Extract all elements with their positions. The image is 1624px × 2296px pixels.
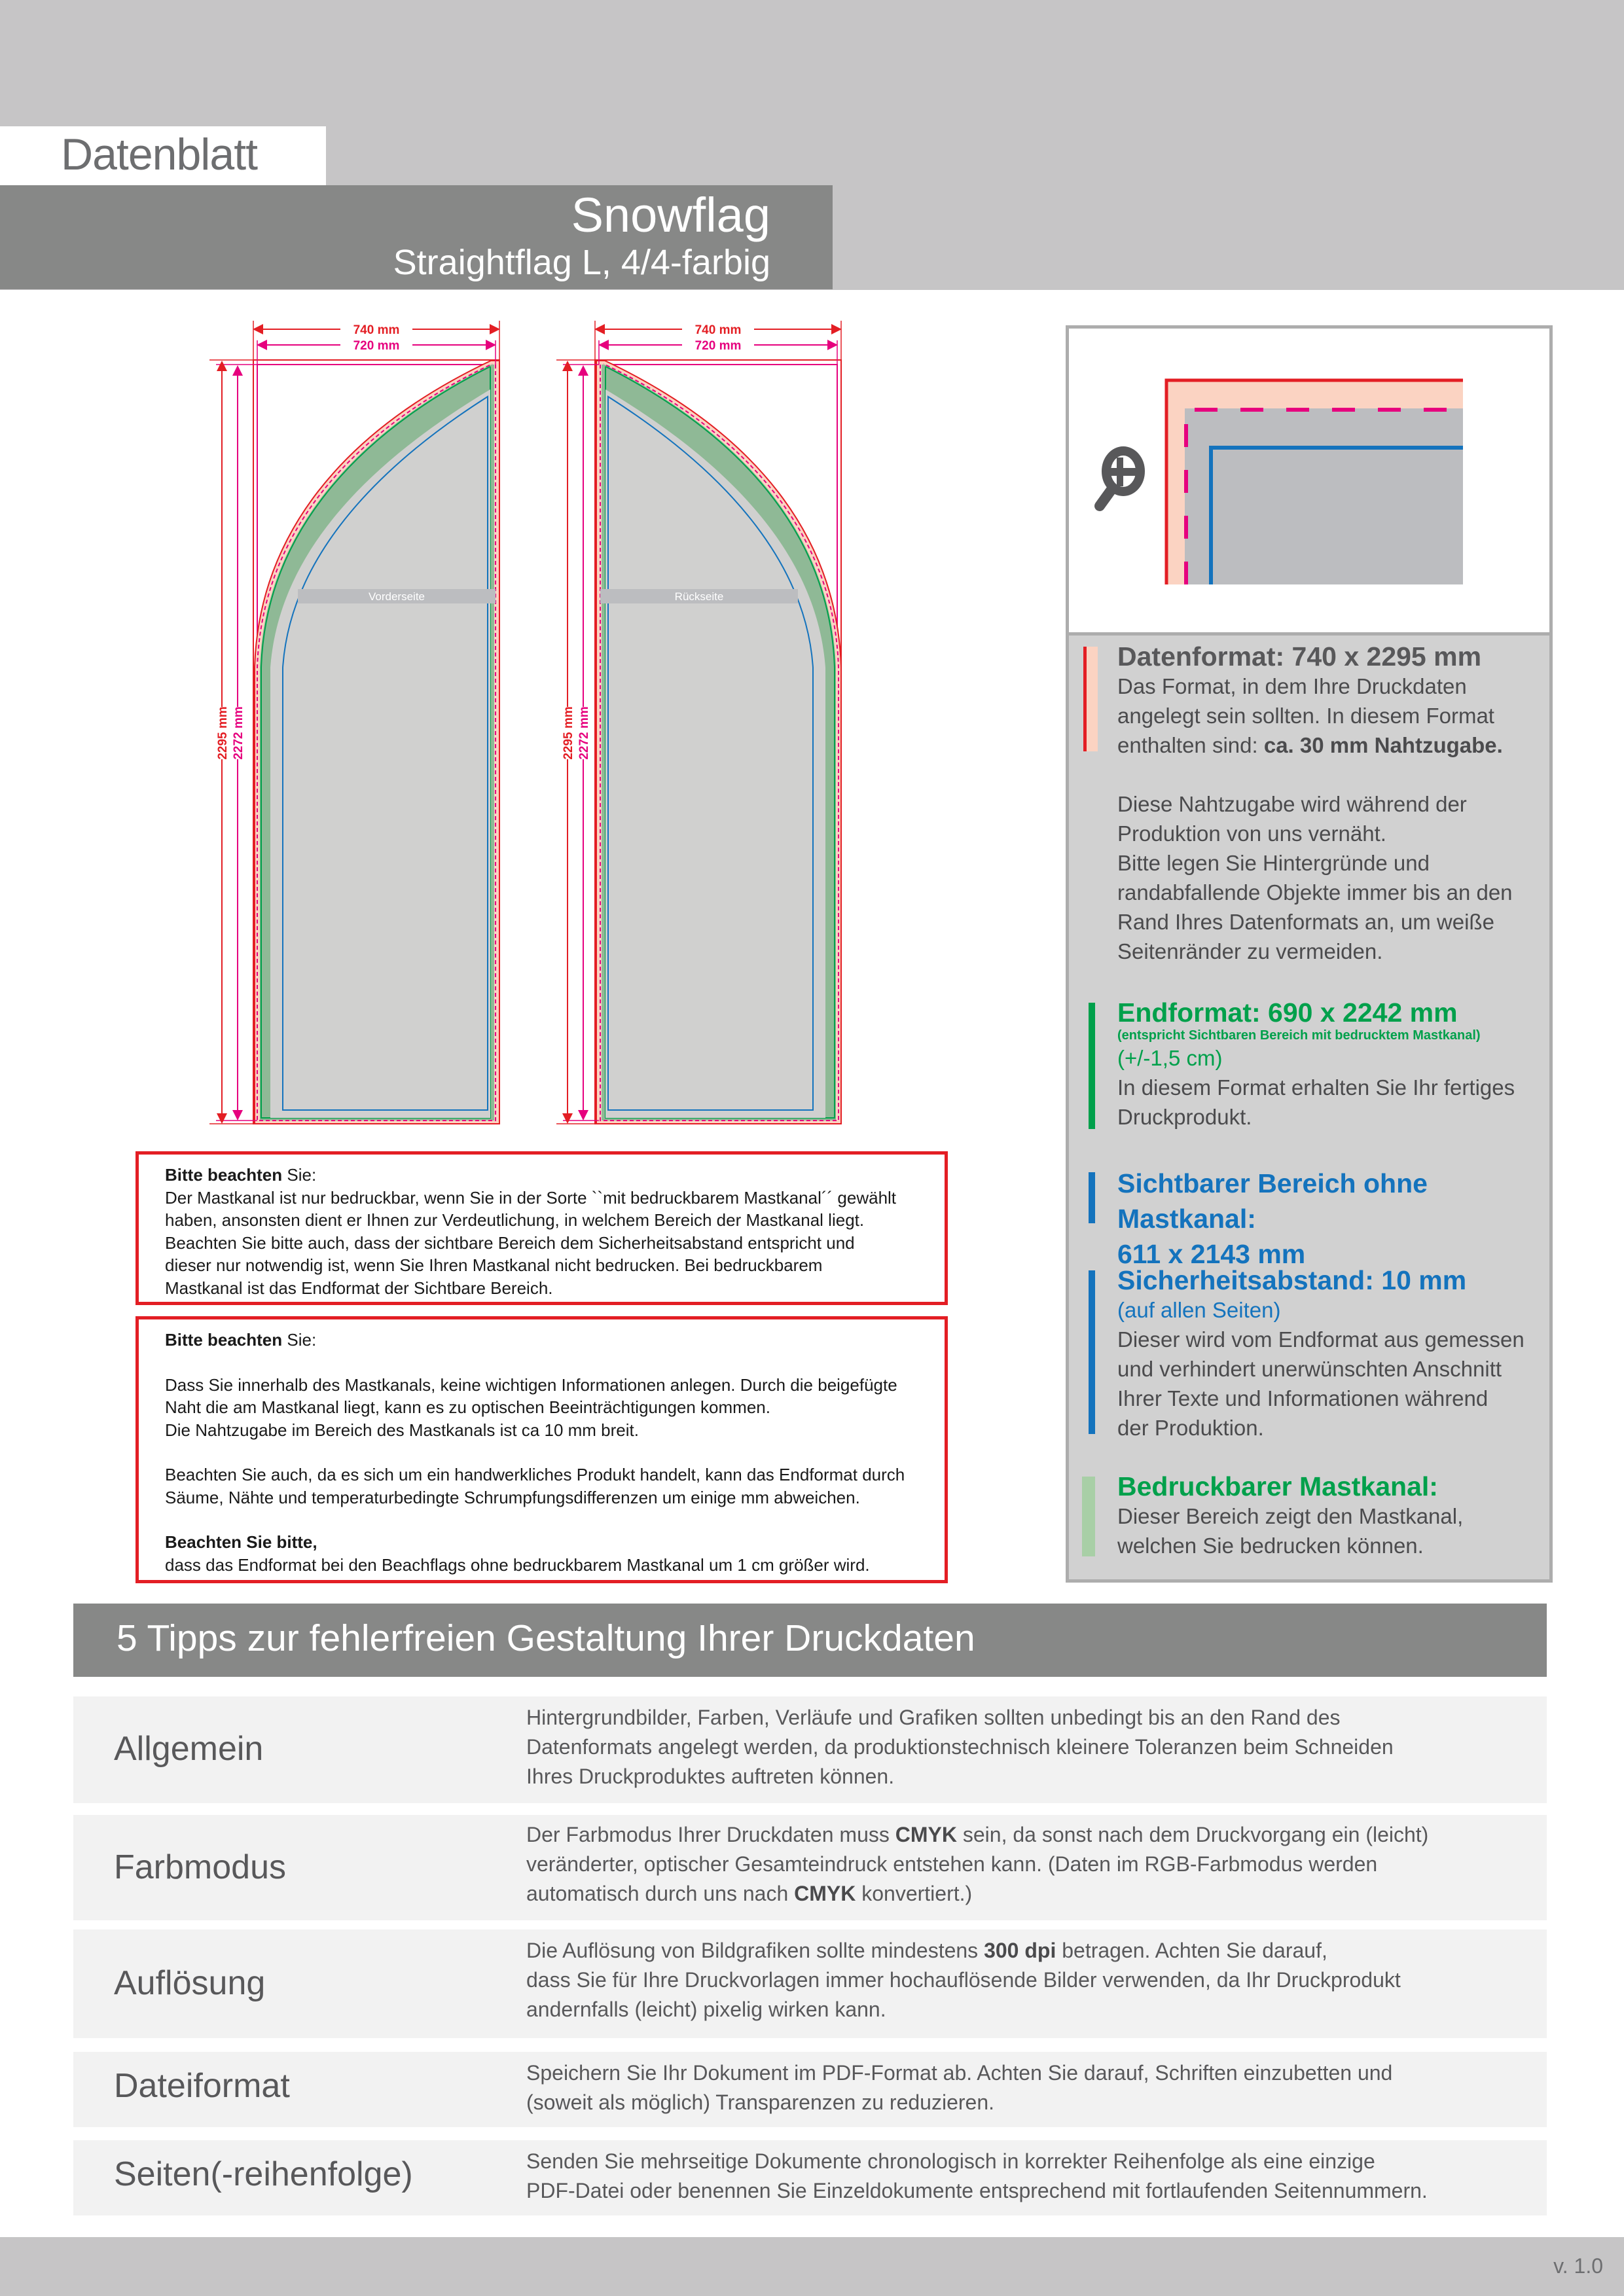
note-line: Beachten Sie bitte auch, dass der sichtbare Bereich dem Sicherheitsabstand entspricht und [165, 1232, 855, 1253]
zoom-illustration [1069, 329, 1549, 632]
legend-line: der Produktion. [1117, 1416, 1264, 1440]
front-flag [253, 360, 499, 1124]
tip-text-bold: 300 dpi [984, 1939, 1056, 1962]
legend-note: (entspricht Sichtbaren Bereich mit bedrucktem Mastkanal) [1117, 1028, 1481, 1043]
height-outer-label: 2295 mm [216, 706, 230, 760]
note-line: haben, ansonsten dient er Ihnen zur Verdeutlichung, in welchem Bereich der Mastkanal liegt. [165, 1210, 865, 1230]
note-line: dieser nur notwendig ist, wenn Sie Ihren Mastkanal nicht bedrucken. Bei bedruckbarem [165, 1255, 823, 1275]
legend-line: Diese Nahtzugabe wird während der [1117, 792, 1467, 816]
legend-printable-mast-channel [1117, 1471, 1543, 1560]
note-box-mast-channel [135, 1151, 948, 1305]
flag-template-drawings [0, 0, 982, 1152]
tip-row [73, 2140, 1547, 2215]
tip-text [526, 2147, 1534, 2206]
note-heading [165, 1329, 918, 1352]
tip-row [73, 1815, 1547, 1920]
legend-safety-margin [1117, 1265, 1543, 1443]
legend-line: Produktion von uns vernäht. [1117, 821, 1386, 846]
tip-row [73, 1696, 1547, 1803]
tip-line: dass Sie für Ihre Druckvorlagen immer hochauflösende Bilder verwenden, da Ihr Druckprodukt [526, 1968, 1401, 1992]
tip-line: Ihres Druckproduktes auftreten können. [526, 1765, 895, 1788]
legend-title: Endformat: 690 x 2242 mm [1117, 997, 1458, 1028]
back-label: Rückseite [674, 590, 724, 603]
note-line: Naht die am Mastkanal liegt, kann es zu optischen Beeinträchtigungen kommen. [165, 1397, 770, 1417]
legend-line: Rand Ihres Datenformats an, um weiße [1117, 910, 1494, 934]
legend-subtitle: (+/-1,5 cm) [1117, 1046, 1223, 1070]
product-variant: Straightflag L, 4/4-farbig [393, 243, 770, 282]
width-inner-label: 720 mm [353, 339, 400, 353]
tip-line: veränderter, optischer Gesamteindruck entstehen kann. (Daten im RGB-Farbmodus werden [526, 1852, 1378, 1876]
tip-text-plain: automatisch durch uns nach [526, 1882, 795, 1905]
legend-title: Sichtbarer Bereich ohne Mastkanal: [1117, 1168, 1428, 1234]
note-heading-bold: Bitte beachten [165, 1165, 283, 1185]
tip-text-plain: betragen. Achten Sie darauf, [1056, 1939, 1327, 1962]
visible-area [605, 389, 825, 1118]
tip-text [526, 1820, 1534, 1909]
width-outer-label: 740 mm [695, 323, 742, 337]
tip-name: Allgemein [114, 1730, 264, 1768]
note-line: Dass Sie innerhalb des Mastkanals, keine wichtigen Informationen anlegen. Durch die beigefügte [165, 1374, 897, 1395]
note-line: Die Nahtzugabe im Bereich des Mastkanals ist ca 10 mm breit. [165, 1420, 639, 1440]
legend-end-format [1117, 997, 1543, 1132]
tip-line: andernfalls (leicht) pixelig wirken kann. [526, 1998, 886, 2021]
tip-text-plain: Die Auflösung von Bildgrafiken sollte mindestens [526, 1939, 984, 1962]
legend-line: Seitenränder zu vermeiden. [1117, 939, 1383, 963]
tip-row [73, 1929, 1547, 2038]
note-heading-rest: Sie: [282, 1165, 317, 1185]
legend-line: Ihrer Texte und Informationen während [1117, 1386, 1489, 1410]
note-line: Mastkanal ist das Endformat der Sichtbare Bereich. [165, 1278, 553, 1298]
tip-text-plain: Der Farbmodus Ihrer Druckdaten muss [526, 1823, 895, 1846]
tip-name: Seiten(-reihenfolge) [114, 2155, 413, 2193]
legend-visible-area [1117, 1166, 1543, 1272]
note-heading-bold: Bitte beachten [165, 1330, 283, 1350]
tips-heading-bar [73, 1604, 1547, 1677]
note-line: Beachten Sie auch, da es sich um ein handwerkliches Produkt handelt, kann das Endformat durch [165, 1465, 905, 1484]
peach-bar-segment [1087, 647, 1098, 751]
tip-text [526, 1703, 1534, 1791]
note-heading-rest: Sie: [282, 1330, 317, 1350]
tip-line: Datenformats angelegt werden, da produktionstechnisch kleinere Toleranzen beim Schneiden [526, 1735, 1394, 1759]
safety-margin-color-bar [1089, 1270, 1095, 1434]
legend-line: Das Format, in dem Ihre Druckdaten [1117, 674, 1467, 698]
tip-text [526, 1936, 1534, 2024]
legend-data-format [1117, 641, 1543, 966]
note-line: dass das Endformat bei den Beachflags ohne bedruckbarem Mastkanal um 1 cm größer wird. [165, 1554, 870, 1575]
note-bold-text: Beachten Sie bitte, [165, 1532, 317, 1552]
legend-line: randabfallende Objekte immer bis an den [1117, 880, 1513, 905]
tip-line [526, 1820, 1534, 1850]
tip-line: Hintergrundbilder, Farben, Verläufe und Grafiken sollten unbedingt bis an den Rand des [526, 1706, 1341, 1729]
version-label: v. 1.0 [1553, 2254, 1603, 2278]
height-outer-label: 2295 mm [562, 706, 575, 760]
visible-sample [1185, 408, 1463, 584]
note-line-bold [165, 1531, 918, 1554]
legend-line: Bitte legen Sie Hintergründe und [1117, 851, 1430, 875]
tip-line: Senden Sie mehrseitige Dokumente chronologisch in korrekter Reihenfolge als eine einzige [526, 2149, 1375, 2173]
legend-panel [1066, 325, 1553, 1583]
tip-line: Speichern Sie Ihr Dokument im PDF-Format ab. Achten Sie darauf, Schriften einzubetten und [526, 2061, 1393, 2085]
tip-row [73, 2052, 1547, 2127]
legend-text-bold: ca. 30 mm Nahtzugabe. [1263, 733, 1503, 757]
document-type-label: Datenblatt [61, 130, 257, 179]
note-line: Säume, Nähte und temperaturbedingte Schrumpfungsdifferenzen um einige mm abweichen. [165, 1487, 860, 1507]
legend-title: Sicherheitsabstand: 10 mm [1117, 1265, 1467, 1295]
front-label: Vorderseite [369, 590, 425, 603]
width-inner-label: 720 mm [695, 339, 742, 353]
visible-area-color-bar [1089, 1172, 1095, 1223]
width-outer-label: 740 mm [353, 323, 400, 337]
tip-text-bold: CMYK [895, 1823, 957, 1846]
height-inner-label: 2272 mm [577, 706, 591, 760]
tip-text [526, 2058, 1534, 2117]
tip-name: Farbmodus [114, 1848, 286, 1886]
tip-name: Dateiformat [114, 2067, 290, 2105]
zoom-in-icon [1100, 451, 1140, 506]
data-format-color-bar [1083, 647, 1098, 751]
legend-line: Dieser Bereich zeigt den Mastkanal, [1117, 1504, 1464, 1528]
legend-line: Dieser wird vom Endformat aus gemessen [1117, 1327, 1525, 1352]
tip-text-bold: CMYK [794, 1882, 856, 1905]
legend-line: Druckprodukt. [1117, 1105, 1252, 1129]
legend-title-dimensions: 611 x 2143 mm [1117, 1239, 1306, 1269]
back-flag [595, 360, 841, 1124]
legend-text-plain: enthalten sind: [1117, 733, 1264, 757]
legend-title: Datenformat: 740 x 2295 mm [1117, 641, 1482, 672]
tip-line [526, 1936, 1534, 1965]
tip-text-plain: konvertiert.) [856, 1882, 973, 1905]
legend-title: Bedruckbarer Mastkanal: [1117, 1471, 1438, 1501]
product-title: Snowflag [571, 188, 770, 242]
height-inner-label: 2272 mm [232, 706, 245, 760]
end-format-color-bar [1089, 1003, 1095, 1129]
legend-line: welchen Sie bedrucken können. [1117, 1534, 1424, 1558]
tip-line [526, 1879, 1534, 1909]
mast-channel-color-bar [1082, 1477, 1095, 1556]
note-box-seams [135, 1316, 948, 1583]
tip-line: (soweit als möglich) Transparenzen zu reduzieren. [526, 2090, 994, 2114]
footer-band [0, 2237, 1624, 2296]
legend-subtitle: (auf allen Seiten) [1117, 1298, 1281, 1322]
legend-zoom-illustration [1069, 329, 1549, 636]
note-heading [165, 1164, 918, 1187]
legend-line: und verhindert unerwünschten Anschnitt [1117, 1357, 1502, 1381]
tip-line: PDF-Datei oder benennen Sie Einzeldokumente entsprechend mit fortlaufenden Seitennummern. [526, 2179, 1428, 2202]
visible-area [270, 389, 490, 1118]
tip-text-plain: sein, da sonst nach dem Druckvorgang ein (leicht) [956, 1823, 1429, 1846]
tips-heading: 5 Tipps zur fehlerfreien Gestaltung Ihrer Druckdaten [117, 1617, 975, 1659]
legend-line: In diesem Format erhalten Sie Ihr fertiges [1117, 1075, 1515, 1100]
legend-line [1117, 730, 1543, 760]
tip-name: Auflösung [114, 1964, 266, 2002]
note-line: Der Mastkanal ist nur bedruckbar, wenn Sie in der Sorte ``mit bedruckbarem Mastkanal´´ gewählt [165, 1187, 897, 1208]
legend-line: angelegt sein sollten. In diesem Format [1117, 704, 1494, 728]
